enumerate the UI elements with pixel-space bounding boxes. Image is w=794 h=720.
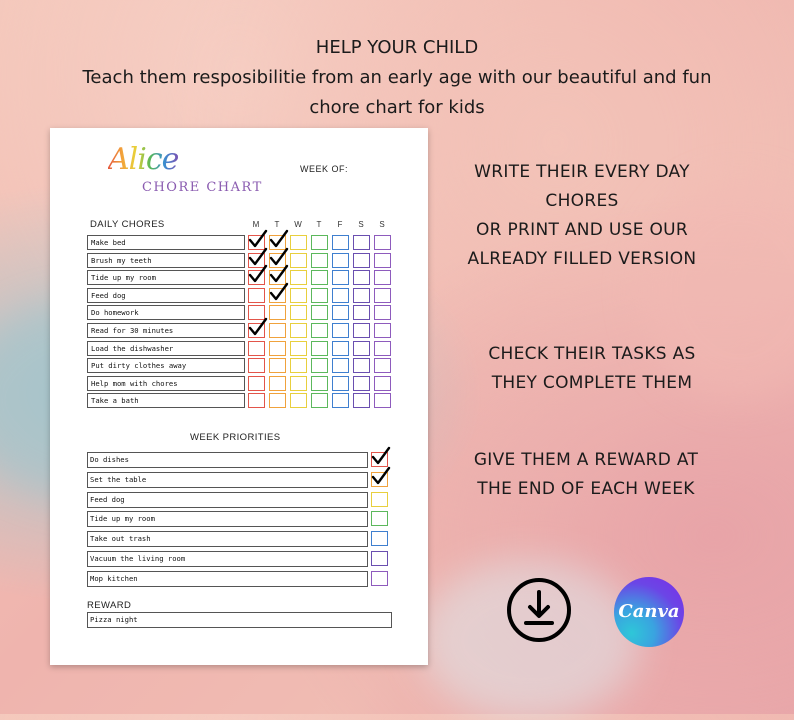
daily-checkbox[interactable] xyxy=(332,270,349,285)
daily-checkbox[interactable] xyxy=(311,270,328,285)
daily-checkbox[interactable] xyxy=(332,393,349,408)
week-priority-checkbox[interactable] xyxy=(371,571,388,586)
feature-text: GIVE THEM A REWARD AT xyxy=(473,450,699,470)
week-priority-checkbox[interactable] xyxy=(371,511,388,526)
daily-checkbox[interactable] xyxy=(374,253,391,268)
headline-line-2: Teach them resposibilitie from an early age with our beautiful and fun xyxy=(82,67,712,88)
daily-checkbox[interactable] xyxy=(290,235,307,250)
checkmark-icon xyxy=(248,264,268,284)
daily-checkbox[interactable] xyxy=(353,305,370,320)
daily-chore-label[interactable]: Brush my teeth xyxy=(87,253,245,268)
download-icon[interactable] xyxy=(506,577,572,643)
checkmark-icon xyxy=(269,282,289,302)
day-header: W xyxy=(294,220,302,229)
daily-checkbox[interactable] xyxy=(332,341,349,356)
week-priority-label[interactable]: Tide up my room xyxy=(87,511,368,527)
daily-checkbox[interactable] xyxy=(311,323,328,338)
daily-checkbox[interactable] xyxy=(374,305,391,320)
daily-checkbox[interactable] xyxy=(290,288,307,303)
daily-checkbox[interactable] xyxy=(374,288,391,303)
daily-checkbox[interactable] xyxy=(248,358,265,373)
feature-text: THE END OF EACH WEEK xyxy=(477,479,695,499)
daily-checkbox[interactable] xyxy=(332,305,349,320)
daily-checkbox[interactable] xyxy=(311,235,328,250)
daily-checkbox[interactable] xyxy=(290,376,307,391)
feature-check xyxy=(442,340,742,398)
feature-reward xyxy=(436,446,736,504)
chart-subtitle: CHORE CHART xyxy=(142,180,263,195)
daily-checkbox[interactable] xyxy=(374,323,391,338)
daily-checkbox[interactable] xyxy=(248,341,265,356)
daily-checkbox[interactable] xyxy=(374,270,391,285)
week-of-label: WEEK OF: xyxy=(300,164,349,174)
daily-checkbox[interactable] xyxy=(290,358,307,373)
daily-checkbox[interactable] xyxy=(290,341,307,356)
daily-checkbox[interactable] xyxy=(290,393,307,408)
week-priority-checkbox[interactable] xyxy=(371,551,388,566)
daily-chore-label[interactable]: Tide up my room xyxy=(87,270,245,285)
daily-checkbox[interactable] xyxy=(353,341,370,356)
day-header: M xyxy=(252,220,260,229)
headline-line-1: HELP YOUR CHILD xyxy=(315,37,479,58)
day-header: S xyxy=(379,220,385,229)
daily-checkbox[interactable] xyxy=(353,235,370,250)
daily-checkbox[interactable] xyxy=(311,305,328,320)
daily-checkbox[interactable] xyxy=(374,376,391,391)
checkmark-icon xyxy=(371,466,391,486)
daily-checkbox[interactable] xyxy=(248,376,265,391)
week-priority-checkbox[interactable] xyxy=(371,452,388,467)
daily-checkbox[interactable] xyxy=(269,341,286,356)
canva-logo[interactable]: Canva xyxy=(614,577,684,647)
reward-heading: REWARD xyxy=(87,600,132,611)
week-priority-label[interactable]: Set the table xyxy=(87,472,368,488)
feature-text: THEY COMPLETE THEM xyxy=(491,373,693,393)
daily-checkbox[interactable] xyxy=(269,376,286,391)
daily-checkbox[interactable] xyxy=(290,253,307,268)
daily-checkbox[interactable] xyxy=(332,323,349,338)
week-priorities-heading: WEEK PRIORITIES xyxy=(190,432,281,443)
week-priority-label[interactable]: Vacuum the living room xyxy=(87,551,368,567)
daily-checkbox[interactable] xyxy=(332,358,349,373)
daily-checkbox[interactable] xyxy=(332,253,349,268)
daily-chore-label[interactable]: Read for 30 minutes xyxy=(87,323,245,338)
feature-text: ALREADY FILLED VERSION xyxy=(467,249,697,269)
checkmark-icon xyxy=(371,446,391,466)
chore-chart-sheet xyxy=(50,128,428,665)
day-header: T xyxy=(274,220,280,229)
daily-checkbox[interactable] xyxy=(374,358,391,373)
daily-chores-heading: DAILY CHORES xyxy=(90,219,165,230)
daily-chore-label[interactable]: Load the dishwasher xyxy=(87,341,245,356)
daily-checkbox[interactable] xyxy=(311,393,328,408)
week-priority-label[interactable]: Take out trash xyxy=(87,531,368,547)
daily-checkbox[interactable] xyxy=(311,376,328,391)
day-header: F xyxy=(337,220,343,229)
daily-checkbox[interactable] xyxy=(248,393,265,408)
daily-chore-label[interactable]: Feed dog xyxy=(87,288,245,303)
daily-checkbox[interactable] xyxy=(332,376,349,391)
daily-checkbox[interactable] xyxy=(353,270,370,285)
daily-checkbox[interactable] xyxy=(269,323,286,338)
daily-checkbox[interactable] xyxy=(311,341,328,356)
daily-chore-label[interactable]: Make bed xyxy=(87,235,245,250)
daily-checkbox[interactable] xyxy=(311,358,328,373)
daily-checkbox[interactable] xyxy=(269,288,286,303)
daily-checkbox[interactable] xyxy=(269,358,286,373)
daily-checkbox[interactable] xyxy=(353,288,370,303)
feature-text: CHECK THEIR TASKS AS xyxy=(488,344,696,364)
checkmark-icon xyxy=(248,317,268,337)
daily-checkbox[interactable] xyxy=(353,323,370,338)
daily-chore-label[interactable]: Do homework xyxy=(87,305,245,320)
day-header: S xyxy=(358,220,364,229)
daily-checkbox[interactable] xyxy=(353,393,370,408)
daily-checkbox[interactable] xyxy=(374,393,391,408)
child-name: Alice xyxy=(108,142,179,177)
daily-checkbox[interactable] xyxy=(353,358,370,373)
feature-text: OR PRINT AND USE OUR xyxy=(475,220,689,240)
week-priority-label[interactable]: Feed dog xyxy=(87,492,368,508)
daily-checkbox[interactable] xyxy=(353,376,370,391)
reward-field[interactable]: Pizza night xyxy=(87,612,392,628)
week-priority-label[interactable]: Mop kitchen xyxy=(87,571,368,587)
day-header: T xyxy=(316,220,322,229)
daily-checkbox[interactable] xyxy=(290,305,307,320)
daily-checkbox[interactable] xyxy=(248,323,265,338)
feature-write xyxy=(432,158,732,274)
daily-checkbox[interactable] xyxy=(269,393,286,408)
daily-checkbox[interactable] xyxy=(374,235,391,250)
daily-checkbox[interactable] xyxy=(290,323,307,338)
daily-checkbox[interactable] xyxy=(332,288,349,303)
daily-chore-label[interactable]: Take a bath xyxy=(87,393,245,408)
daily-checkbox[interactable] xyxy=(311,253,328,268)
daily-checkbox[interactable] xyxy=(248,288,265,303)
daily-checkbox[interactable] xyxy=(248,270,265,285)
daily-checkbox[interactable] xyxy=(269,305,286,320)
daily-chore-label[interactable]: Help mom with chores xyxy=(87,376,245,391)
daily-checkbox[interactable] xyxy=(353,253,370,268)
daily-checkbox[interactable] xyxy=(290,270,307,285)
feature-text: CHORES xyxy=(545,191,619,211)
week-priority-label[interactable]: Do dishes xyxy=(87,452,368,468)
daily-checkbox[interactable] xyxy=(374,341,391,356)
headline-line-3: chore chart for kids xyxy=(309,97,485,118)
week-priority-checkbox[interactable] xyxy=(371,531,388,546)
week-priority-checkbox[interactable] xyxy=(371,472,388,487)
daily-checkbox[interactable] xyxy=(332,235,349,250)
daily-checkbox[interactable] xyxy=(311,288,328,303)
week-priority-checkbox[interactable] xyxy=(371,492,388,507)
daily-chore-label[interactable]: Put dirty clothes away xyxy=(87,358,245,373)
feature-text: WRITE THEIR EVERY DAY xyxy=(474,162,690,182)
